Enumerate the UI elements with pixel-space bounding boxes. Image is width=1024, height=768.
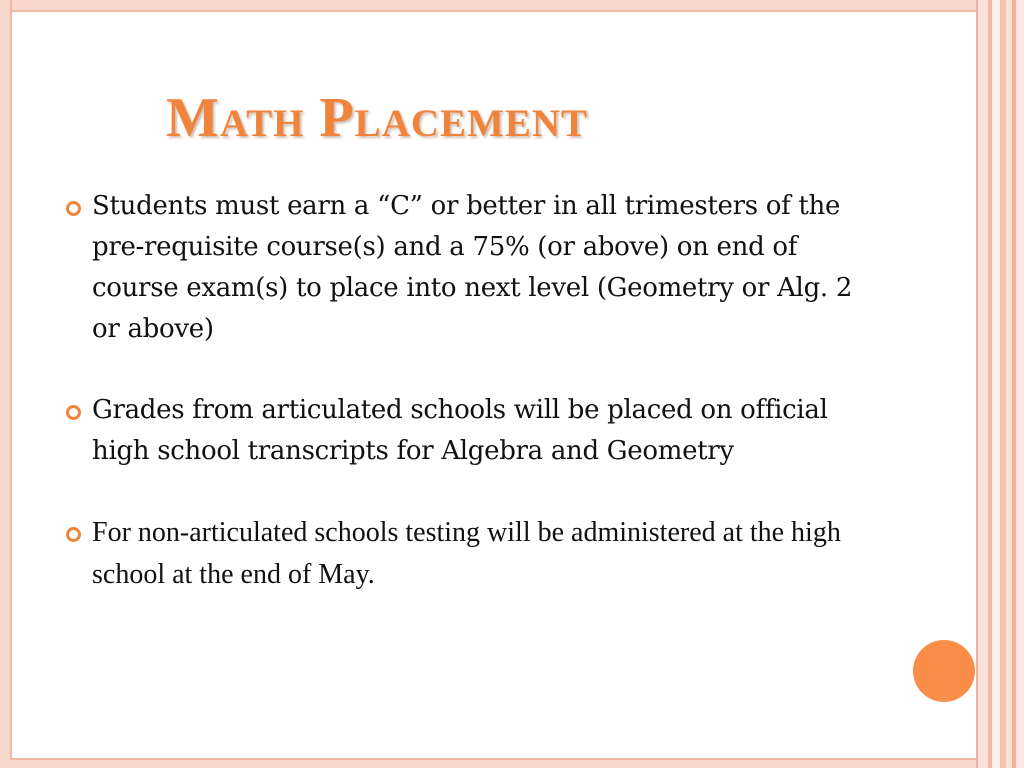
- frame-left-border: [0, 0, 10, 768]
- bullet-item: [64, 512, 884, 596]
- stripe: [978, 0, 988, 768]
- stripe: [1016, 0, 1024, 768]
- frame-top-border: [0, 0, 1024, 10]
- ring-bullet-icon: [66, 405, 81, 420]
- ring-bullet-icon: [66, 527, 81, 542]
- frame-bottom-line: [10, 758, 976, 760]
- slide-title: Math Placement: [166, 87, 589, 149]
- bullet-item: [64, 390, 884, 472]
- frame-left-line: [10, 0, 12, 768]
- ring-bullet-icon: [66, 201, 81, 216]
- frame-top-line: [10, 10, 976, 12]
- bullet-text: For non-articulated schools testing will be administered at the high school at the end of May.: [92, 517, 841, 590]
- bullet-text: Grades from articulated schools will be placed on official high school transcripts for Algebra and Geometry: [92, 395, 828, 466]
- frame-bottom-border: [0, 760, 1024, 768]
- stripe: [992, 0, 1000, 768]
- bullet-item: [64, 186, 884, 350]
- orange-circle-icon: [913, 640, 975, 702]
- right-stripe-band: [976, 0, 1024, 768]
- bullet-list: [64, 186, 884, 636]
- bullet-text: Students must earn a “C” or better in all trimesters of the pre-requisite course(s) and a 75% (or above) on end of course exam(s) to place into next level (Geometry or Alg. 2 or above): [92, 191, 853, 344]
